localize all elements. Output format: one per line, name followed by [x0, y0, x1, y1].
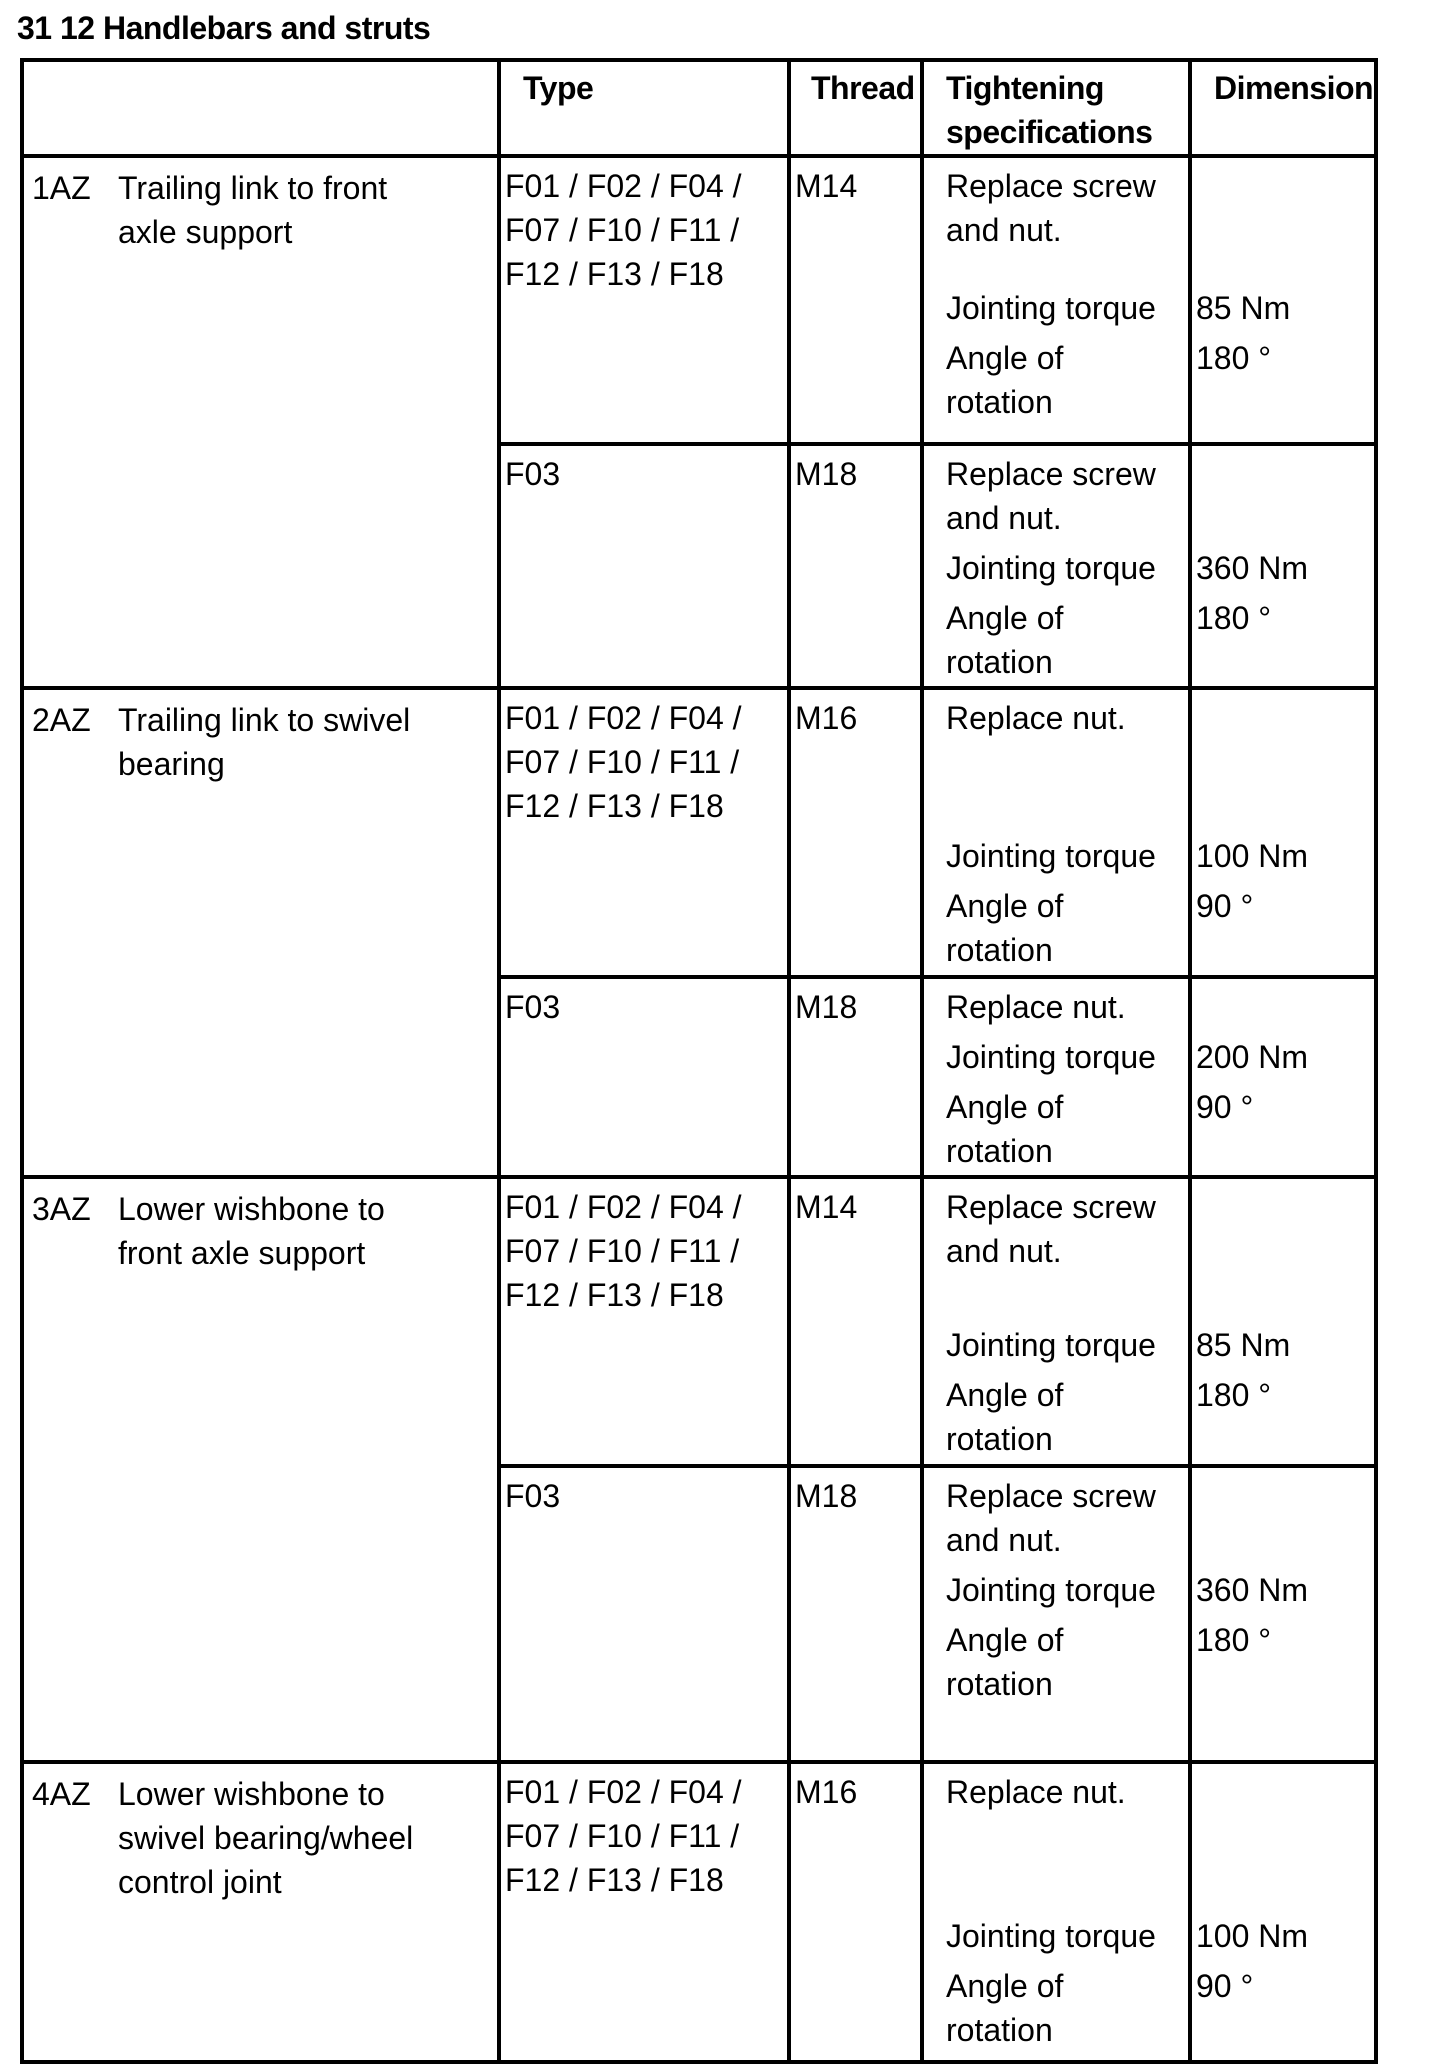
- item-description-line: swivel bearing/wheel: [118, 1820, 414, 1856]
- dimension-cell: [1190, 444, 1376, 688]
- item-cell: [22, 688, 499, 1177]
- spec-cell: [922, 688, 1190, 977]
- torque-label: Jointing torque: [946, 290, 1156, 326]
- dimension-cell: [1190, 1466, 1376, 1762]
- item-description: [118, 698, 488, 786]
- item-description-line: Trailing link to swivel: [118, 702, 411, 738]
- dimension-cell: [1190, 156, 1376, 444]
- angle-value: 180 °: [1196, 340, 1272, 376]
- type-line: F03: [505, 989, 561, 1025]
- item-description-line: Lower wishbone to: [118, 1191, 385, 1227]
- spec-cell: [922, 977, 1190, 1177]
- replace-instruction: Replace nut.: [946, 1774, 1126, 1810]
- item-description: [118, 166, 488, 254]
- replace-instruction: Replace screw: [946, 1478, 1156, 1514]
- angle-label: rotation: [946, 1421, 1053, 1457]
- spec-cell: [922, 444, 1190, 688]
- dimension-cell: [1190, 977, 1376, 1177]
- angle-label: Angle of: [946, 1377, 1064, 1413]
- header-type: Type: [499, 60, 789, 156]
- type-line: F12 / F13 / F18: [505, 1862, 724, 1898]
- table-row: [22, 1762, 1376, 2062]
- replace-instruction: Replace screw: [946, 168, 1156, 204]
- type-line: F07 / F10 / F11 /: [505, 1233, 740, 1269]
- type-line: F12 / F13 / F18: [505, 788, 724, 824]
- angle-value: 90 °: [1196, 1089, 1254, 1125]
- torque-label: Jointing torque: [946, 1039, 1156, 1075]
- type-cell: [499, 977, 789, 1177]
- item-description-line: Lower wishbone to: [118, 1776, 385, 1812]
- torque-value: 200 Nm: [1196, 1039, 1309, 1075]
- angle-label: Angle of: [946, 600, 1064, 636]
- type-cell: [499, 1762, 789, 2062]
- type-cell: [499, 444, 789, 688]
- angle-label: rotation: [946, 384, 1053, 420]
- header-tightening: [922, 60, 1190, 156]
- angle-value: 180 °: [1196, 600, 1272, 636]
- header-thread: Thread: [789, 60, 922, 156]
- angle-value: 90 °: [1196, 1968, 1254, 2004]
- torque-label: Jointing torque: [946, 550, 1156, 586]
- type-line: F07 / F10 / F11 /: [505, 744, 740, 780]
- type-line: F12 / F13 / F18: [505, 1277, 724, 1313]
- replace-instruction: and nut.: [946, 1522, 1062, 1558]
- dimension-cell: [1190, 688, 1376, 977]
- replace-instruction: and nut.: [946, 1233, 1062, 1269]
- type-line: F07 / F10 / F11 /: [505, 212, 740, 248]
- tightening-spec-table: [20, 58, 1378, 2064]
- torque-label: Jointing torque: [946, 1572, 1156, 1608]
- type-line: F12 / F13 / F18: [505, 256, 724, 292]
- torque-value: 100 Nm: [1196, 838, 1309, 874]
- item-description-line: control joint: [118, 1864, 282, 1900]
- spec-cell: [922, 156, 1190, 444]
- type-cell: [499, 1466, 789, 1762]
- item-cell: [22, 1177, 499, 1762]
- page-title: 31 12 Handlebars and struts: [17, 10, 431, 46]
- type-line: F01 / F02 / F04 /: [505, 168, 742, 204]
- torque-value: 100 Nm: [1196, 1918, 1309, 1954]
- angle-label: Angle of: [946, 888, 1064, 924]
- thread-cell: M18: [789, 444, 922, 688]
- replace-instruction: Replace nut.: [946, 989, 1126, 1025]
- angle-label: Angle of: [946, 340, 1064, 376]
- thread-cell: M18: [789, 977, 922, 1177]
- spec-cell: [922, 1466, 1190, 1762]
- angle-label: rotation: [946, 644, 1053, 680]
- torque-label: Jointing torque: [946, 1327, 1156, 1363]
- table-row: [22, 1177, 1376, 1466]
- torque-label: Jointing torque: [946, 838, 1156, 874]
- thread-cell: M16: [789, 688, 922, 977]
- type-line: F03: [505, 456, 561, 492]
- dimension-cell: [1190, 1177, 1376, 1466]
- replace-instruction: Replace screw: [946, 1189, 1156, 1225]
- angle-label: rotation: [946, 1666, 1053, 1702]
- angle-label: rotation: [946, 932, 1053, 968]
- angle-value: 180 °: [1196, 1622, 1272, 1658]
- angle-label: Angle of: [946, 1089, 1064, 1125]
- table-row: [22, 688, 1376, 977]
- item-code: 4AZ: [32, 1776, 91, 1812]
- replace-instruction: Replace nut.: [946, 700, 1126, 736]
- item-code: 3AZ: [32, 1191, 91, 1227]
- spec-cell: [922, 1762, 1190, 2062]
- angle-label: Angle of: [946, 1968, 1064, 2004]
- type-cell: [499, 1177, 789, 1466]
- header-item: [22, 60, 499, 156]
- item-description-line: Trailing link to front: [118, 170, 388, 206]
- table-header-row: [22, 60, 1376, 156]
- item-description: [118, 1187, 488, 1275]
- header-tightening-line2: specifications: [946, 114, 1153, 150]
- torque-value: 360 Nm: [1196, 1572, 1309, 1608]
- item-cell: [22, 1762, 499, 2062]
- type-cell: [499, 688, 789, 977]
- item-code: 2AZ: [32, 702, 91, 738]
- thread-cell: M14: [789, 156, 922, 444]
- type-line: F01 / F02 / F04 /: [505, 1774, 742, 1810]
- angle-value: 180 °: [1196, 1377, 1272, 1413]
- header-tightening-line1: Tightening: [946, 70, 1104, 106]
- item-description-line: bearing: [118, 746, 225, 782]
- torque-label: Jointing torque: [946, 1918, 1156, 1954]
- type-line: F01 / F02 / F04 /: [505, 700, 742, 736]
- spec-cell: [922, 1177, 1190, 1466]
- header-dimension: Dimension: [1190, 60, 1376, 156]
- torque-value: 360 Nm: [1196, 550, 1309, 586]
- item-description: [118, 1772, 488, 1904]
- torque-value: 85 Nm: [1196, 1327, 1291, 1363]
- torque-value: 85 Nm: [1196, 290, 1291, 326]
- replace-instruction: Replace screw: [946, 456, 1156, 492]
- thread-cell: M18: [789, 1466, 922, 1762]
- replace-instruction: and nut.: [946, 212, 1062, 248]
- item-description-line: front axle support: [118, 1235, 366, 1271]
- type-cell: [499, 156, 789, 444]
- replace-instruction: and nut.: [946, 500, 1062, 536]
- table-row: [22, 156, 1376, 444]
- angle-label: rotation: [946, 2012, 1053, 2048]
- item-description-line: axle support: [118, 214, 293, 250]
- dimension-cell: [1190, 1762, 1376, 2062]
- item-cell: [22, 156, 499, 688]
- type-line: F07 / F10 / F11 /: [505, 1818, 740, 1854]
- type-line: F01 / F02 / F04 /: [505, 1189, 742, 1225]
- type-line: F03: [505, 1478, 561, 1514]
- angle-value: 90 °: [1196, 888, 1254, 924]
- item-code: 1AZ: [32, 170, 91, 206]
- angle-label: rotation: [946, 1133, 1053, 1169]
- thread-cell: M16: [789, 1762, 922, 2062]
- thread-cell: M14: [789, 1177, 922, 1466]
- angle-label: Angle of: [946, 1622, 1064, 1658]
